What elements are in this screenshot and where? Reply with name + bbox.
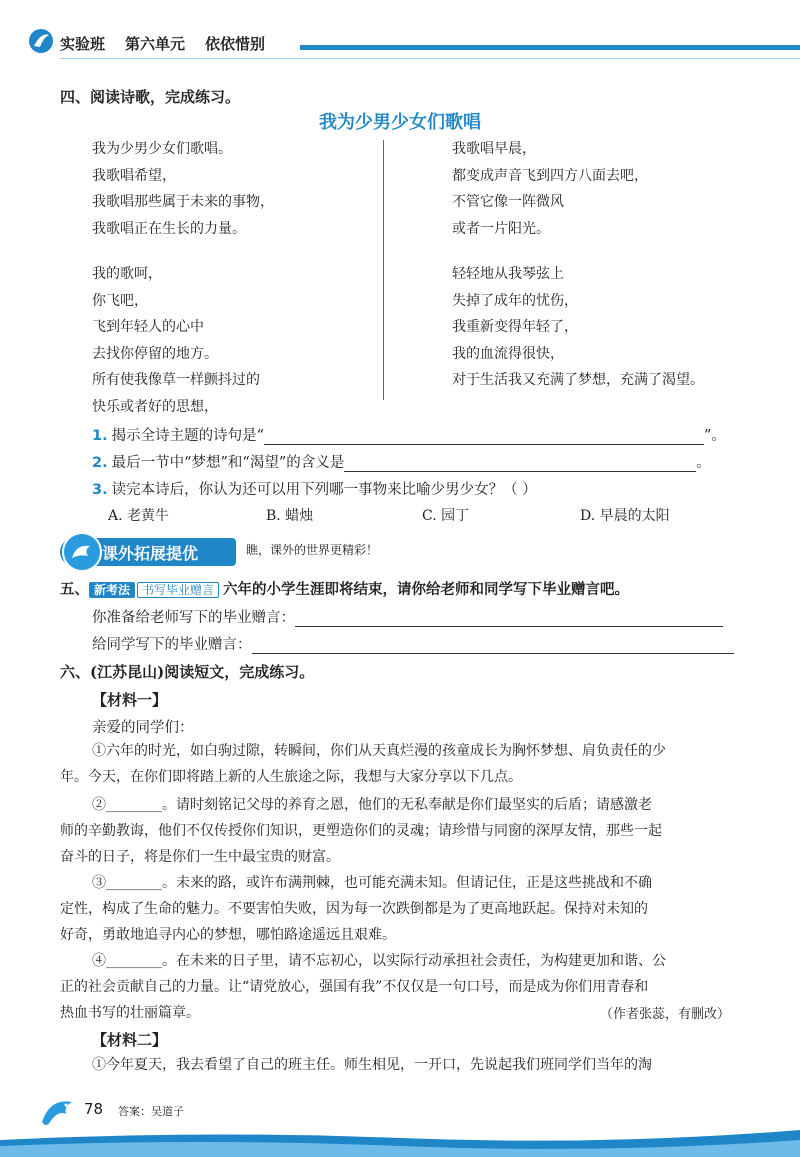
question-2 xyxy=(92,451,711,472)
poem-line: 都变成声音飞到四方八面去吧， xyxy=(452,167,648,184)
poem-right-column xyxy=(452,136,704,394)
classmate-message-blank[interactable] xyxy=(252,637,734,654)
material2-label: 【材料二】 xyxy=(92,1031,168,1049)
unit-name: 第六单元 xyxy=(125,35,186,53)
paragraph-1 xyxy=(60,738,745,790)
banner-subtitle: 瞧，课外的世界更精彩！ xyxy=(246,543,379,557)
poem-line: 失掉了成年的忧伤， xyxy=(452,292,578,309)
answer-note: 答案：吴道子 xyxy=(118,1105,184,1118)
letter-greeting: 亲爱的同学们： xyxy=(92,720,194,736)
question-end: ”。 xyxy=(704,428,726,444)
poem-line: 快乐或者好的思想， xyxy=(92,398,218,415)
poem-line: 我歌唱早晨， xyxy=(452,141,536,157)
question-text: 读完本诗后，你认为还可以用下列哪一事物来比喻少男少女？（ ） xyxy=(111,482,537,498)
poem-line: 我歌唱那些属于未来的事物， xyxy=(92,194,274,210)
option-c[interactable]: C. 园丁 xyxy=(422,508,470,524)
page-header xyxy=(60,33,285,54)
banner-title: 课外拓展提优 xyxy=(102,544,199,563)
paragraph-3 xyxy=(60,870,745,948)
question-1 xyxy=(92,424,726,445)
text-line: ①六年的时光，如白驹过隙，转瞬间，你们从天真烂漫的孩童成长为胸怀梦想、肩负责任的少 xyxy=(92,743,666,759)
text-line: 定性，构成了生命的魅力。不要害怕失败，因为每一次跌倒都是为了更高地跃起。保持对未知的 xyxy=(60,901,648,917)
text-line: 好奇，勇敢地追寻内心的梦想，哪怕路途遥远且艰难。 xyxy=(60,927,396,943)
poem-line: 你飞吧， xyxy=(92,292,148,309)
poem-line: 我的血流得很快， xyxy=(452,345,564,362)
new-method-tag: 新考法 xyxy=(89,582,135,598)
section4-title: 四、阅读诗歌，完成练习。 xyxy=(60,88,241,106)
poem-line: 或者一片阳光。 xyxy=(452,220,550,237)
material1-label: 【材料一】 xyxy=(92,691,168,709)
option-d[interactable]: D. 早晨的太阳 xyxy=(580,508,670,524)
answer-blank-1[interactable] xyxy=(264,428,704,445)
page-number: 78 xyxy=(84,1100,104,1118)
question-end: 。 xyxy=(696,455,711,471)
text-line: 奋斗的日子，将是你们一生中最宝贵的财富。 xyxy=(60,849,340,865)
text-line: 师的辛勤教诲，他们不仅传授你们知识，更塑造你们的灵魂；请珍惜与同窗的深厚友情，那些一起 xyxy=(60,823,662,839)
section6-title: 六、(江苏昆山)阅读短文，完成练习。 xyxy=(60,663,315,681)
poem-divider xyxy=(383,140,384,400)
question-text: 最后一节中“梦想”和“渴望”的含义是 xyxy=(111,455,345,471)
header-rule xyxy=(60,58,800,59)
text-line: 正的社会贡献自己的力量。让“请党放心，强国有我”不仅仅是一句口号，而是成为你们用青春和 xyxy=(60,979,649,995)
poem-line: 我为少男少女们歌唱。 xyxy=(92,141,232,157)
text-line: ④________。在未来的日子里，请不忘初心，以实际行动承担社会责任，为构建更加和谐、公 xyxy=(92,953,666,969)
topic-tag: 书写毕业赠言 xyxy=(137,582,219,598)
section5-title xyxy=(60,578,629,599)
material2-paragraph xyxy=(60,1052,745,1078)
dragon-icon xyxy=(62,532,102,572)
teacher-message-line xyxy=(92,606,723,627)
question-text: 揭示全诗主题的诗句是“ xyxy=(111,428,265,444)
text-line: ①今年夏天，我去看望了自己的班主任。师生相见，一开口，先说起我们班同学们当年的淘 xyxy=(92,1057,652,1073)
poem-line: 我重新变得年轻了， xyxy=(452,319,578,335)
header-bar xyxy=(300,45,800,50)
teacher-message-blank[interactable] xyxy=(295,610,723,627)
text-line: 热血书写的壮丽篇章。 xyxy=(60,1005,200,1021)
paragraph-2 xyxy=(60,792,745,870)
poem-line: 去找你停留的地方。 xyxy=(92,345,218,362)
book-logo-icon xyxy=(28,28,54,54)
option-b[interactable]: B. 蜡烛 xyxy=(266,508,314,524)
lesson-name: 依依惜别 xyxy=(205,35,266,53)
option-a[interactable]: A. 老黄牛 xyxy=(108,508,170,524)
answer-blank-2[interactable] xyxy=(344,455,696,472)
poem-line: 不管它像一阵微风 xyxy=(452,194,564,210)
classmate-message-label: 给同学写下的毕业赠言： xyxy=(92,637,252,653)
poem-line: 对于生活我又充满了梦想，充满了渴望。 xyxy=(452,372,704,388)
poem-line: 我歌唱正在生长的力量。 xyxy=(92,220,246,237)
section-number: 五、 xyxy=(60,582,89,598)
poem-line: 我歌唱希望， xyxy=(92,167,176,184)
book-name: 实验班 xyxy=(60,35,106,53)
poem-left-column xyxy=(92,136,274,420)
poem-line: 飞到年轻人的心中 xyxy=(92,319,204,335)
dolphin-icon xyxy=(36,1092,80,1136)
poem-line: 我的歌呵， xyxy=(92,266,162,282)
poem-title: 我为少男少女们歌唱 xyxy=(319,112,481,133)
text-line: ②________。请时刻铭记父母的养育之恩，他们的无私奉献是你们最坚实的后盾；请感激老 xyxy=(92,797,652,813)
teacher-message-label: 你准备给老师写下的毕业赠言： xyxy=(92,610,295,626)
question-number: 2. xyxy=(92,455,108,471)
poem-line: 轻轻地从我琴弦上 xyxy=(452,266,564,282)
classmate-message-line xyxy=(92,633,734,654)
text-line: 年。今天，在你们即将踏上新的人生旅途之际，我想与大家分享以下几点。 xyxy=(60,769,522,785)
question-number: 1. xyxy=(92,428,108,444)
text-line: ③________。未来的路，或许布满荆棘，也可能充满未知。但请记住，正是这些挑战和不确 xyxy=(92,875,652,891)
source-note: （作者张蕊，有删改） xyxy=(600,1007,731,1022)
question-number: 3. xyxy=(92,482,108,498)
question-3 xyxy=(92,478,537,499)
section5-prompt: 六年的小学生涯即将结束，请你给老师和同学写下毕业赠言吧。 xyxy=(223,582,630,598)
poem-line: 所有使我像草一样颤抖过的 xyxy=(92,372,260,388)
